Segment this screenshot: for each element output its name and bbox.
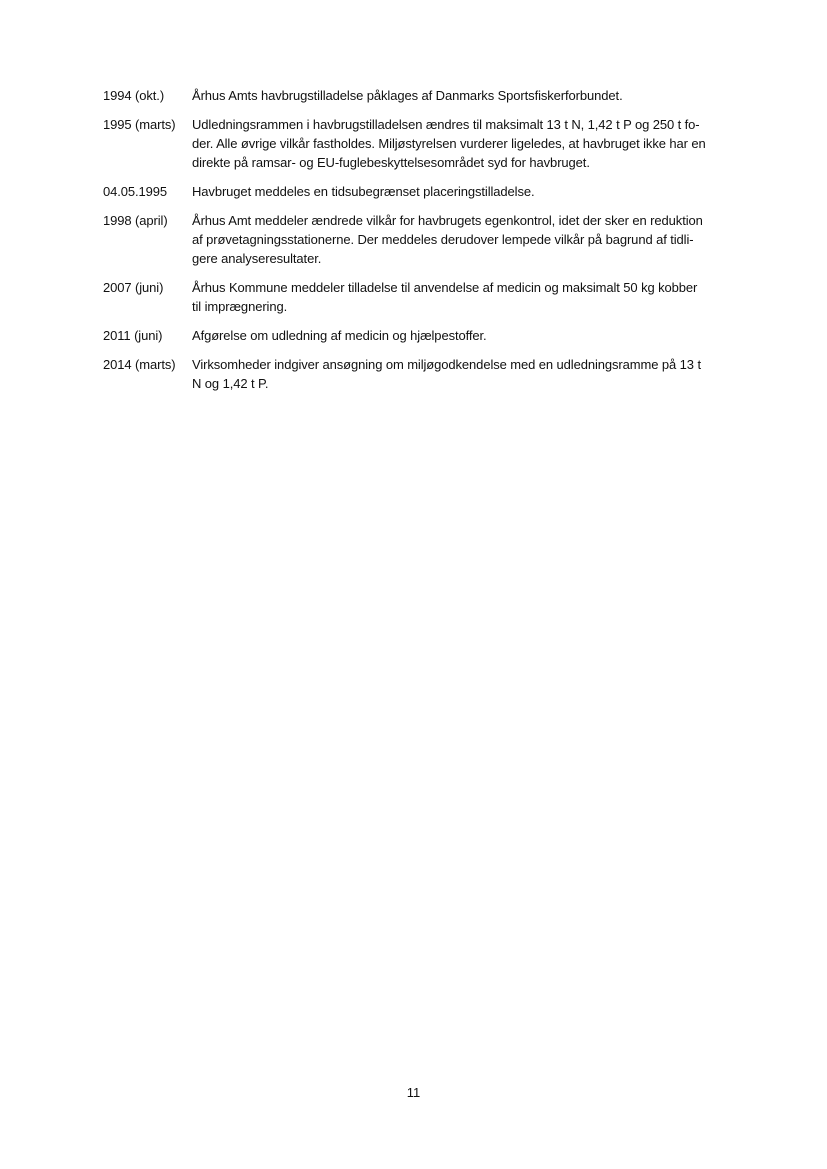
entry-date: 04.05.1995 [103,184,168,199]
entry-text-line: Virksomheder indgiver ansøgning om miljøgodkendelse med en udledningsramme på 13 t [192,357,701,372]
entry-text [192,278,757,316]
entry-text-line: Århus Kommune meddeler tilladelse til anvendelse af medicin og maksimalt 50 kg kobber [192,280,698,295]
entry-text [192,326,757,345]
entry-text-line: Afgørelse om udledning af medicin og hjælpestoffer. [192,328,487,343]
entry-text-line: til imprægnering. [192,299,288,314]
entry-date: 2011 (juni) [103,328,163,343]
entry-date: 1998 (april) [103,213,168,228]
timeline-entry [103,326,763,345]
entry-date: 2007 (juni) [103,280,164,295]
timeline-entry [103,355,763,393]
entry-date: 1995 (marts) [103,117,176,132]
entry-text-line: N og 1,42 t P. [192,376,269,391]
entry-text-line: af prøvetagningsstationerne. Der meddeles derudover lempede vilkår på bagrund af tidli- [192,232,694,247]
entry-text [192,355,757,393]
entry-text-line: gere analyseresultater. [192,251,322,266]
entry-date: 2014 (marts) [103,357,176,372]
entry-text-line: direkte på ramsar- og EU-fuglebeskyttelsesområdet syd for havbruget. [192,155,590,170]
entry-text-line: Århus Amts havbrugstilladelse påklages af Danmarks Sportsfiskerforbundet. [192,88,623,103]
timeline-entry [103,86,763,105]
entry-text-line: Århus Amt meddeler ændrede vilkår for havbrugets egenkontrol, idet der sker en reduktion [192,213,703,228]
page-number: 11 [406,1085,421,1100]
timeline-entry [103,182,763,201]
entry-text-line: Udledningsrammen i havbrugstilladelsen ændres til maksimalt 13 t N, 1,42 t P og 250 t fo- [192,117,700,132]
entry-text-line: der. Alle øvrige vilkår fastholdes. Miljøstyrelsen vurderer ligeledes, at havbruget ikke har en [192,136,706,151]
timeline-entry [103,211,763,268]
timeline [103,86,763,403]
entry-text [192,182,757,201]
entry-date: 1994 (okt.) [103,88,165,103]
entry-text-line: Havbruget meddeles en tidsubegrænset placeringstilladelse. [192,184,535,199]
timeline-entry [103,115,763,172]
entry-text [192,86,757,105]
entry-text [192,211,757,268]
timeline-entry [103,278,763,316]
entry-text [192,115,757,172]
